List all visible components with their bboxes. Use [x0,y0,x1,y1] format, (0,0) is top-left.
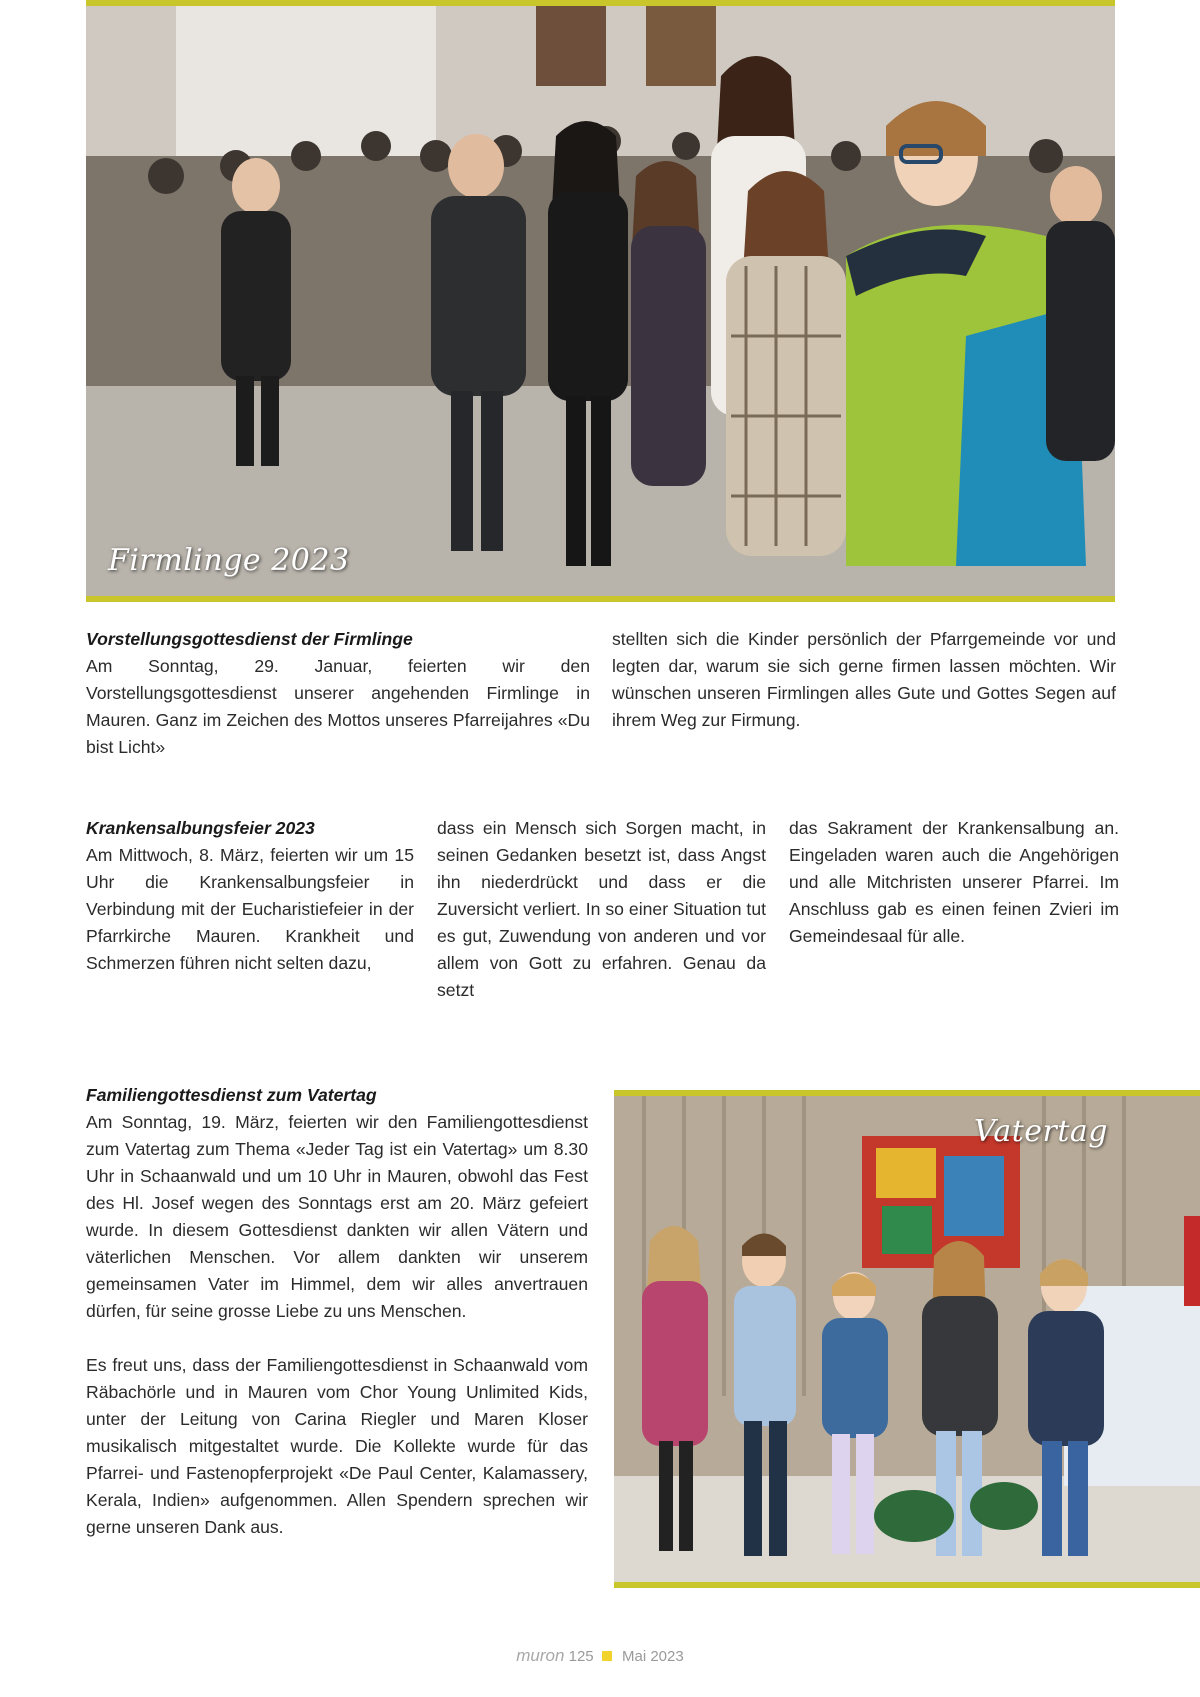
krankensalbung-article-text-3: das Sakrament der Krankensalbung an. Eingeladen waren auch die Angehörigen und alle Mitchristen unserer Pfarrei. Im Anschluss gab es einen feinen Zvieri im Gemeindesaal für alle. [789,818,1119,946]
vatertag-photo-illustration [614,1096,1200,1582]
firmlinge-article-column-1 [86,626,590,761]
footer-issue-number: 125 [568,1648,594,1665]
firmlinge-photo-illustration [86,6,1115,596]
krankensalbung-article-column-3 [789,815,1119,950]
vatertag-photo-caption: Vatertag [973,1114,1108,1149]
krankensalbung-article-text-1: Am Mittwoch, 8. März, feierten wir um 15 Uhr die Krankensalbungsfeier in Verbindung mit der Eucharistiefeier in der Pfarrkirche Mauren. Krankheit und Schmerzen führen nicht selten dazu, [86,845,414,973]
footer-brand: muron [516,1646,565,1665]
footer-date: Mai 2023 [622,1648,684,1665]
firmlinge-article-column-2 [612,626,1116,734]
firmlinge-article-text-2: stellten sich die Kinder persönlich der Pfarrgemeinde vor und legten dar, warum sie sich gerne firmen lassen möchten. Wir wünschen unseren Firmlingen alles Gute und Gottes Segen auf ihrem Weg zur Firmung. [612,629,1116,730]
firmlinge-article-title: Vorstellungsgottesdienst der Firmlinge [86,629,413,649]
page-footer [0,1646,1200,1666]
vatertag-article-paragraph-1: Am Sonntag, 19. März, feierten wir den Familiengottesdienst zum Vatertag zum Thema «Jeder Tag ist ein Vatertag» um 8.30 Uhr in Schaanwald und um 10 Uhr in Mauren, obwohl das Fest des Hl. Josef wegen des Sonntags erst am 20. März gefeiert wurde. In diesem Gottesdienst dankten wir allen Vätern und väterlichen Menschen. Vor allem dankten wir unserem gemeinsamen Vater im Himmel, dem wir alles anvertrauen dürfen, für seine grosse Liebe zu uns Menschen. [86,1112,588,1321]
firmlinge-photo [86,0,1115,602]
vatertag-article-title: Familiengottesdienst zum Vatertag [86,1085,377,1105]
krankensalbung-article-column-2 [437,815,766,1004]
krankensalbung-article-column-1 [86,815,414,977]
vatertag-article-paragraph-2: Es freut uns, dass der Familiengottesdienst in Schaanwald vom Räbachörle und in Mauren vom Chor Young Unlimited Kids, unter der Leitung von Carina Riegler und Maren Kloser musikalisch mitgestaltet wurde. Die Kollekte wurde für das Pfarrei- und Fastenopferprojekt «De Paul Center, Kalamassery, Kerala, Indien» aufgenommen. Allen Spendern sprechen wir gerne unseren Dank aus. [86,1355,588,1537]
footer-square-icon [602,1651,612,1661]
vatertag-article [86,1082,588,1541]
krankensalbung-article-text-2: dass ein Mensch sich Sorgen macht, in seinen Gedanken besetzt ist, dass Angst ihn niederdrückt und dass er die Zuversicht verliert. In so einer Situation tut es gut, Zuwendung von anderen und vor allem von Gott zu erfahren. Genau da setzt [437,818,766,1000]
firmlinge-article-text-1: Am Sonntag, 29. Januar, feierten wir den Vorstellungsgottesdienst unserer angehenden Firmlinge in Mauren. Ganz im Zeichen des Mottos unseres Pfarreijahres «Du bist Licht» [86,656,590,757]
vatertag-photo [614,1090,1200,1588]
krankensalbung-article-title: Krankensalbungsfeier 2023 [86,818,315,838]
firmlinge-photo-caption: Firmlinge 2023 [108,543,350,578]
